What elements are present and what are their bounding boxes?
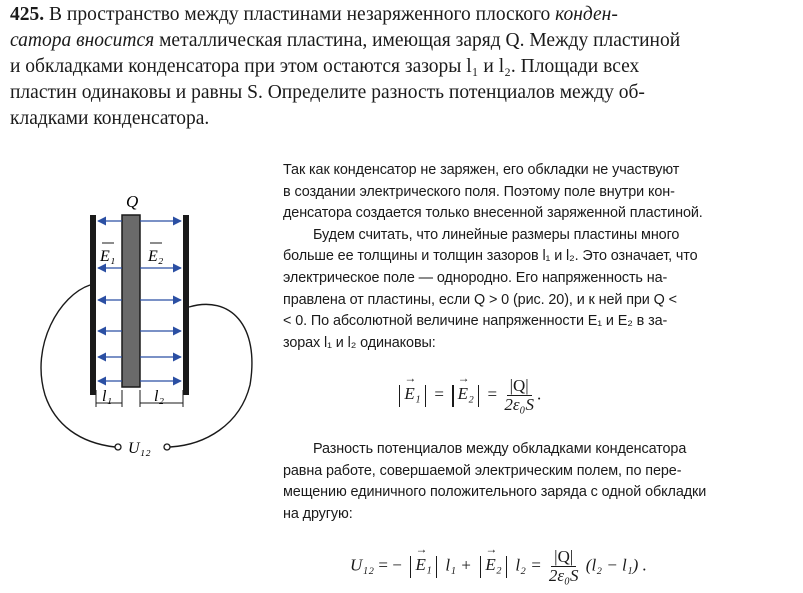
solution-paragraph-1: Так как конденсатор не заряжен, его обкладки не участвуют в создании электрического поля. Поэтому поле внутри кон- денсатора создается только внесенной заряженной пластиной. xyxy=(283,162,703,222)
terminal-left xyxy=(115,444,121,450)
svg-text:E₂: E₂ xyxy=(148,248,164,265)
right-plate xyxy=(183,215,189,395)
gap-label-l1: l₁ xyxy=(102,388,113,405)
wire-left xyxy=(41,285,115,447)
charged-plate xyxy=(122,215,140,387)
problem-line-1: 425. В пространство между пластинами незаряженного плоского конден- xyxy=(10,4,618,25)
problem-line-5: кладками конденсатора. xyxy=(10,108,210,129)
capacitor-figure xyxy=(40,185,280,505)
problem-line-3: и обкладками конденсатора при этом остаются зазоры l₁ и l₂. Площади всех xyxy=(10,56,640,77)
solution-paragraph-3: Разность потенциалов между обкладками конденсатора равна работе, совершаемой электрическим полем, по пере- мещению единичного положительного заряда с одной обкладки на другую: xyxy=(283,441,707,522)
svg-text:E₁: E₁ xyxy=(100,248,116,265)
problem-line-2: сатора вносится металлическая пластина, имеющая заряд Q. Между пластиной xyxy=(10,30,681,51)
terminal-right xyxy=(164,444,170,450)
voltage-label: U₁₂ xyxy=(128,440,151,457)
charge-label: Q xyxy=(126,192,139,211)
left-plate xyxy=(90,215,96,395)
field-label-e2 xyxy=(147,243,164,265)
field-label-e1 xyxy=(99,243,115,265)
formula-field-magnitude: → E₁ = → E₂ = $\frac{|Q|}{\text{2ε₀S}}$ . xyxy=(395,377,541,414)
wire-right xyxy=(170,304,252,447)
problem-line-4: пластин одинаковы и равны S. Определите разность потенциалов между об- xyxy=(10,82,645,103)
formula-potential-difference: U₁₂ = − → E₁ l₁ + → E₂ l₂ = $\frac{|Q|}{\text{2ε₀S}}$ (l₂ − l₁) . xyxy=(350,548,647,585)
solution-paragraph-2: Будем считать, что линейные размеры пластины много больше ее толщины и толщин зазоров l₁ и l₂. Это означает, что электрическое поле — однородно. Его напряженность на- правлена от пластины, если Q > 0 (рис. 20), и к ней при Q < < 0. По абсолютной величине напряженности E₁ и E₂ в за- зорах l₁ и l₂ одинаковы: xyxy=(283,226,698,351)
problem-number: 425. xyxy=(10,4,45,25)
gap-label-l2: l₂ xyxy=(154,388,165,405)
solution-text xyxy=(283,160,795,354)
problem-statement xyxy=(10,2,795,132)
